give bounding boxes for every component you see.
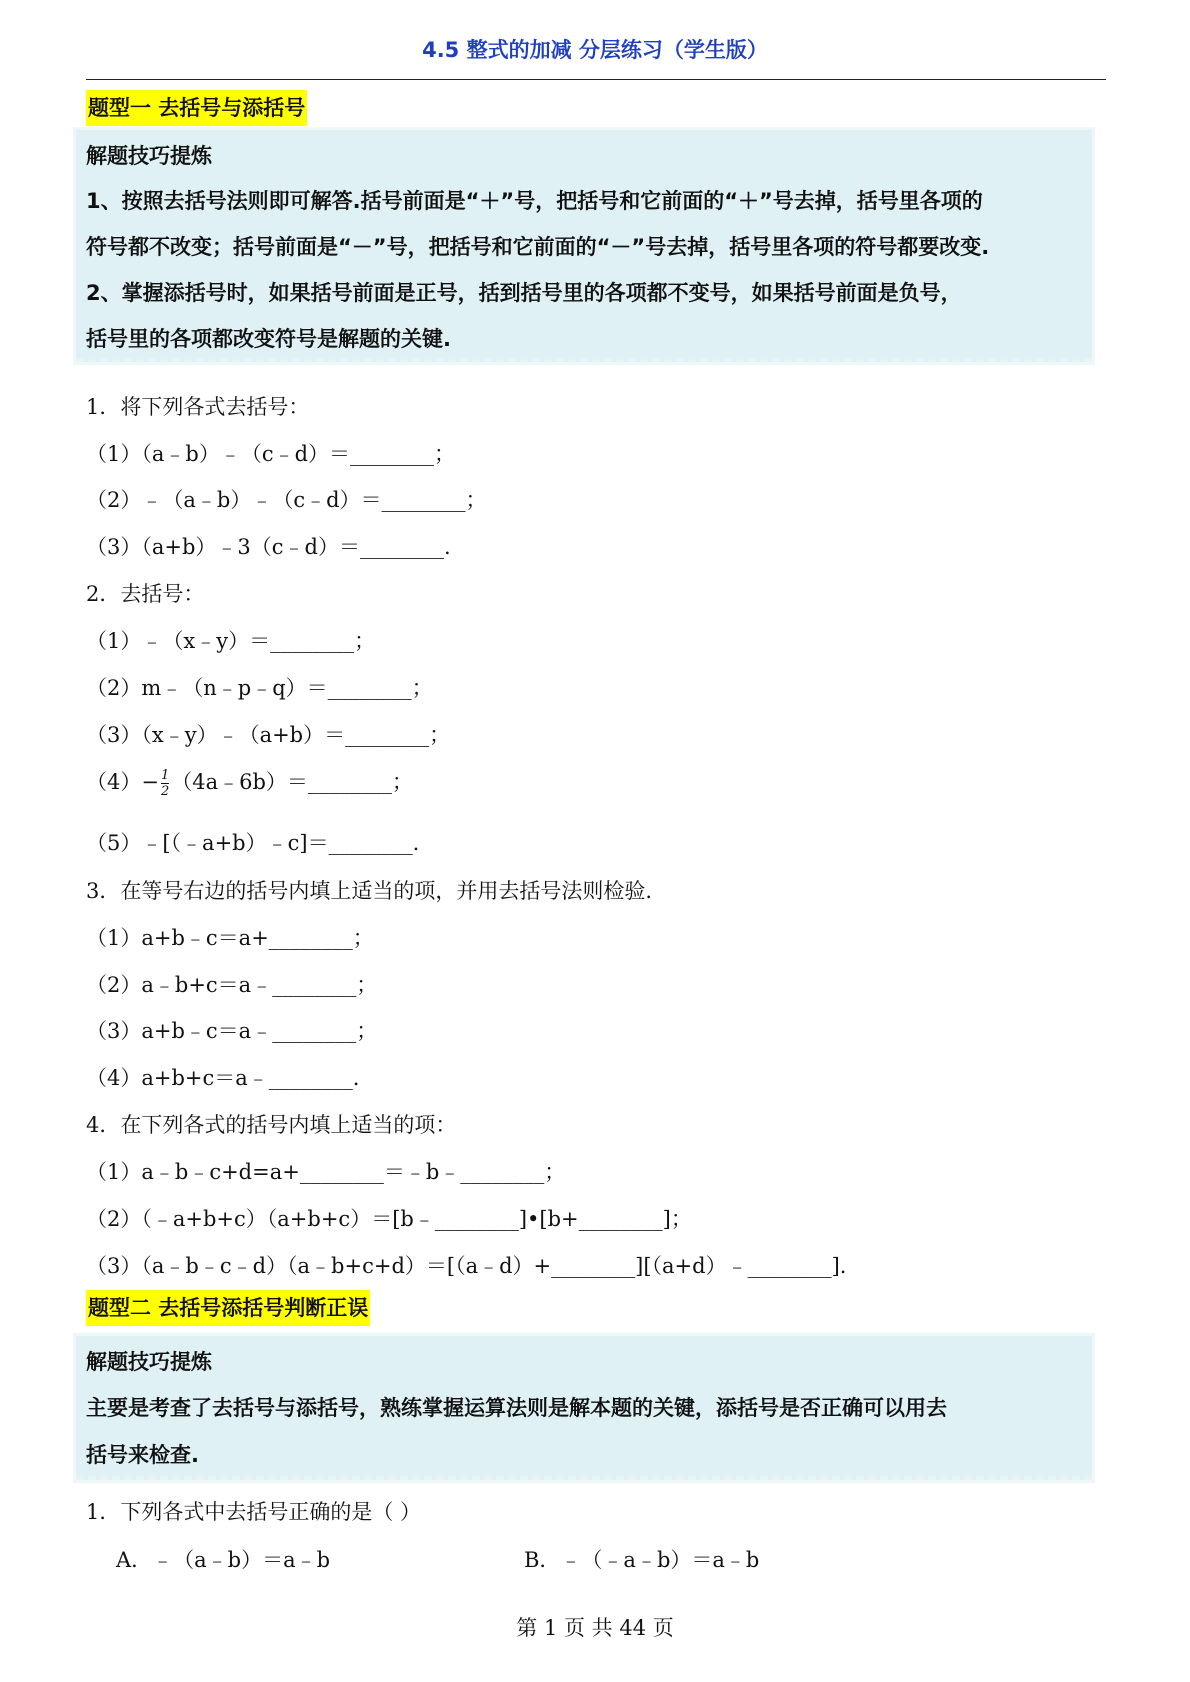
tip-title: 解题技巧提炼 <box>86 1350 212 1374</box>
option-b: B．﹣（﹣a﹣b）＝a﹣b <box>524 1548 760 1572</box>
question-item: （2）（﹣a+b+c）（a+b+c）＝[b﹣________]•[b+________]； <box>86 1207 692 1231</box>
question-item: （3）（x﹣y）﹣（a+b）＝________； <box>86 723 451 747</box>
question-stem: 4．在下列各式的括号内填上适当的项： <box>86 1113 457 1137</box>
option-a: A．﹣（a﹣b）＝a﹣b <box>116 1548 331 1572</box>
question-item: （3）（a﹣b﹣c﹣d）（a﹣b+c+d）＝[（a﹣d）+________][（a+d）﹣________]. <box>86 1254 847 1278</box>
question-stem: 1．将下列各式去括号： <box>86 395 310 419</box>
tip-line: 2、掌握添括号时，如果括号前面是正号，括到括号里的各项都不变号，如果括号前面是负号， <box>86 281 962 305</box>
page-title: 4.5 整式的加减 分层练习（学生版） <box>422 38 768 62</box>
tip-line: 符号都不改变；括号前面是“－”号，把括号和它前面的“－”号去掉，括号里各项的符号都要改变. <box>86 235 990 259</box>
item-rest: （4a﹣6b）＝________； <box>171 770 413 794</box>
question-item: （5）﹣[（﹣a+b）﹣c]＝________. <box>86 831 420 855</box>
tip-line: 主要是考查了去括号与添括号，熟练掌握运算法则是解本题的关键，添括号是否正确可以用去 <box>86 1396 947 1420</box>
question-item: （1）﹣（x﹣y）＝________； <box>86 629 376 653</box>
question-item: （3）a+b﹣c＝a﹣________； <box>86 1019 378 1043</box>
question-item: （1）a﹣b﹣c+d=a+________＝﹣b﹣________； <box>86 1160 566 1184</box>
item-prefix: （4）− <box>86 770 159 794</box>
tip-box-2 <box>76 1336 1092 1480</box>
question-stem: 3．在等号右边的括号内填上适当的项，并用去括号法则检验. <box>86 879 653 903</box>
tip-line: 1、按照去括号法则即可解答.括号前面是“＋”号，把括号和它前面的“＋”号去掉，括号里各项的 <box>86 189 983 213</box>
question-item: （2）﹣（a﹣b）﹣（c﹣d）＝________； <box>86 488 487 512</box>
question-item: （1）（a﹣b）﹣（c﹣d）＝________； <box>86 442 456 466</box>
tip-box-1 <box>76 130 1092 362</box>
page-number-footer: 第 1 页 共 44 页 <box>516 1616 674 1640</box>
question-stem: 2．去括号： <box>86 582 205 606</box>
question-item: （1）a+b﹣c＝a+________； <box>86 926 374 950</box>
fraction-denominator: 2 <box>160 784 170 799</box>
tip-line: 括号来检查. <box>86 1443 199 1467</box>
question-item: （2）a﹣b+c＝a﹣________； <box>86 973 378 997</box>
title-divider <box>86 79 1106 80</box>
question-item-fraction <box>86 766 413 799</box>
question-item: （3）（a+b）﹣3（c﹣d）＝________. <box>86 535 451 559</box>
fraction-one-half <box>161 768 169 799</box>
question-stem: 1．下列各式中去括号正确的是（ ） <box>86 1500 422 1524</box>
section-heading-1: 题型一 去括号与添括号 <box>86 90 307 126</box>
section-heading-2: 题型二 去括号添括号判断正误 <box>86 1290 370 1326</box>
tip-title: 解题技巧提炼 <box>86 144 212 168</box>
fraction-numerator: 1 <box>160 768 170 783</box>
question-item: （2）m﹣（n﹣p﹣q）＝________； <box>86 676 433 700</box>
question-item: （4）a+b+c＝a﹣________. <box>86 1066 360 1090</box>
tip-line: 括号里的各项都改变符号是解题的关键. <box>86 327 451 351</box>
